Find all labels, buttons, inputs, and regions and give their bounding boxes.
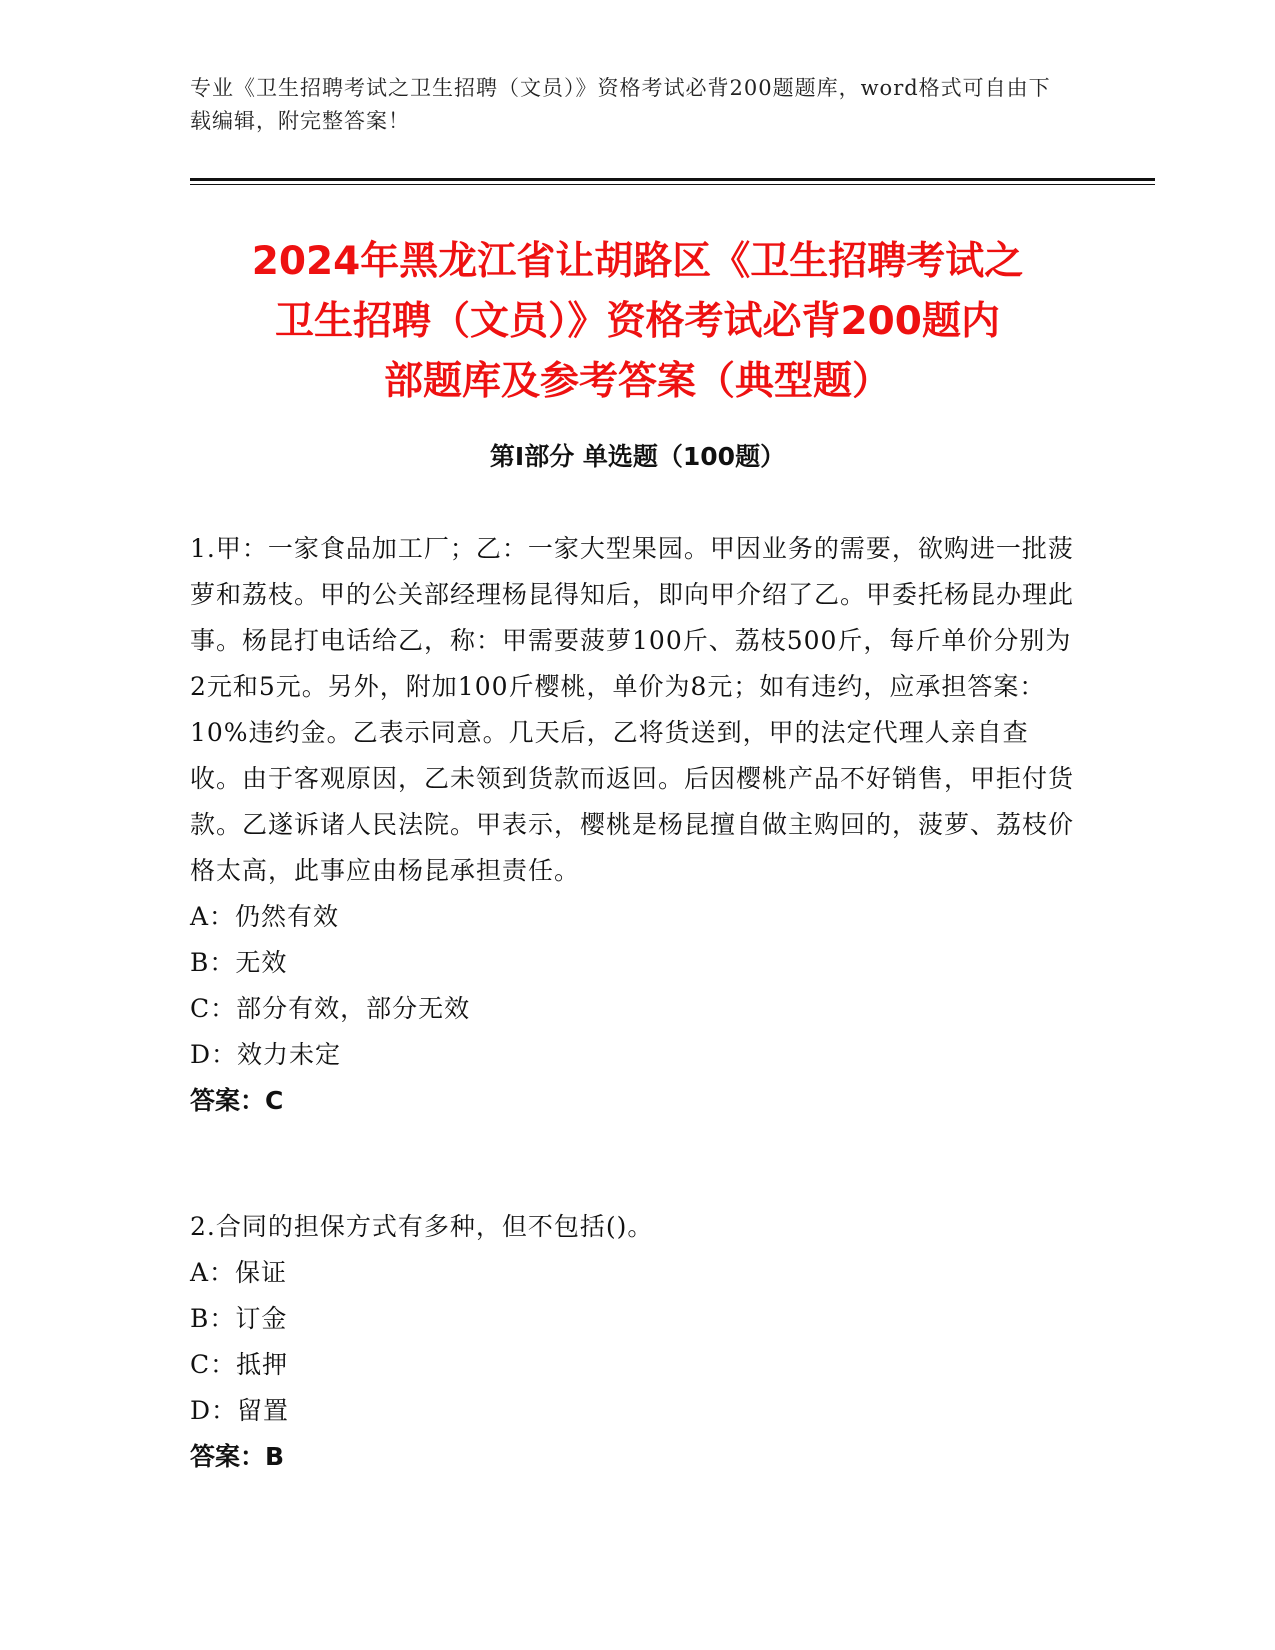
option-a: A：保证	[190, 1258, 288, 1287]
header-note: 专业《卫生招聘考试之卫生招聘（文员）》资格考试必背200题题库，word格式可自由下载编辑，附完整答案！	[190, 76, 1051, 133]
title-line-2: 卫生招聘（文员）》资格考试必背200题内	[275, 299, 1000, 344]
section-heading: 第Ⅰ部分 单选题（100题）	[489, 442, 786, 471]
header-rule-thick	[190, 178, 1155, 181]
answer-label: 答案：C	[190, 1086, 284, 1115]
document-title	[150, 232, 1125, 412]
title-line-3: 部题库及参考答案（典型题）	[383, 359, 891, 404]
header-rule-thin	[190, 184, 1155, 185]
question-stem: 2.合同的担保方式有多种，但不包括()。	[190, 1212, 654, 1241]
option-c: C：抵押	[190, 1350, 289, 1379]
option-d: D：留置	[190, 1396, 290, 1425]
option-b: B：订金	[190, 1304, 288, 1333]
option-a: A：仍然有效	[190, 902, 340, 931]
question-stem: 1.甲：一家食品加工厂；乙：一家大型果园。甲因业务的需要，欲购进一批菠萝和荔枝。甲的公关部经理杨昆得知后，即向甲介绍了乙。甲委托杨昆办理此事。杨昆打电话给乙，称：甲需要菠萝100斤、荔枝500斤，每斤单价分别为2元和5元。另外，附加100斤樱桃，单价为8元；如有违约，应承担答案：10%违约金。乙表示同意。几天后，乙将货送到，甲的法定代理人亲自查收。由于客观原因，乙未领到货款而返回。后因樱桃产品不好销售，甲拒付货款。乙遂诉诸人民法院。甲表示，樱桃是杨昆擅自做主购回的，菠萝、荔枝价格太高，此事应由杨昆承担责任。	[190, 534, 1075, 885]
option-d: D：效力未定	[190, 1040, 342, 1069]
question-1	[190, 526, 1080, 1124]
option-b: B：无效	[190, 948, 288, 977]
title-line-1: 2024年黑龙江省让胡路区《卫生招聘考试之	[251, 239, 1024, 284]
option-c: C：部分有效，部分无效	[190, 994, 471, 1023]
answer-label: 答案：B	[190, 1442, 285, 1471]
question-2	[190, 1204, 1080, 1480]
